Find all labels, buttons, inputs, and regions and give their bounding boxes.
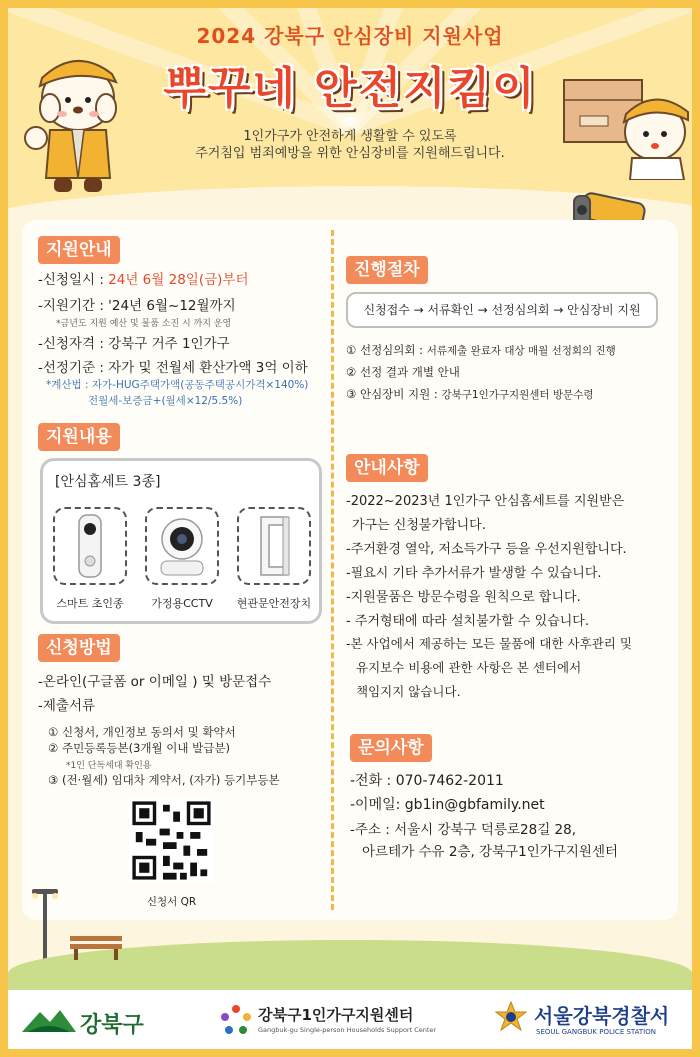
procedure-step-1 xyxy=(346,342,616,358)
section-title-contact: 문의사항 xyxy=(350,734,432,762)
home-cctv-icon xyxy=(147,509,217,583)
cctv-item xyxy=(145,507,219,585)
notice-line-8: 유지보수 비용에 관한 사항은 본 센터에서 xyxy=(356,660,582,675)
poster-subtitle: 2024 강북구 안심장비 지원사업 xyxy=(196,24,504,48)
contact-address-2: 아르테가 수유 2층, 강북구1인가구지원센터 xyxy=(362,844,619,860)
calc-note-1: *계산법 : 자가-HUG주택가액(공동주택공시가격×140%) xyxy=(46,379,309,391)
intro-line-1: 1인가구가 안전하게 생활할 수 있도록 xyxy=(243,129,457,144)
section-title-notice: 안내사항 xyxy=(346,454,428,482)
item-label-cctv: 가정용CCTV xyxy=(151,597,213,610)
door-guard-icon xyxy=(239,509,309,583)
mascot-dog-icon xyxy=(20,38,130,203)
eligibility: -신청자격 : 강북구 거주 1인가구 xyxy=(38,336,230,352)
home-set-title: [안심홈세트 3종] xyxy=(55,474,161,490)
doc-1: ① 신청서, 개인정보 동의서 및 확약서 xyxy=(48,725,236,739)
qr-label: 신청서 QR xyxy=(146,896,197,908)
doc-3: ③ (전·월세) 임대차 계약서, (자가) 등기부등본 xyxy=(48,773,280,787)
footer-logos xyxy=(8,990,692,1049)
contact-address-1: -주소 : 서울시 강북구 덕릉로28길 28, xyxy=(350,822,577,838)
apply-date xyxy=(38,268,248,288)
column-divider xyxy=(331,230,334,910)
logo-gangbuk: 강북구 xyxy=(80,1013,144,1038)
section-title-procedure: 진행절차 xyxy=(346,256,428,284)
doc-2-note: *1인 단독세대 확인용 xyxy=(66,761,152,771)
gangbuk-mountain-icon xyxy=(20,1006,78,1036)
selection-criteria: -선정기준 : 자가 및 전월세 환산가액 3억 이하 xyxy=(38,360,308,376)
item-label-door-guard: 현관문안전장치 xyxy=(236,597,312,610)
notice-line-1: -2022~2023년 1인가구 안심홈세트를 지원받은 xyxy=(346,494,625,509)
notice-line-6: - 주거형태에 따라 설치불가할 수 있습니다. xyxy=(346,614,589,629)
notice-line-9: 책임지지 않습니다. xyxy=(356,684,461,699)
step-1-text: 서류제출 완료자 대상 매월 선정회의 진행 xyxy=(426,345,616,357)
submit-docs: -제출서류 xyxy=(38,698,96,714)
logo-support-center: 강북구1인가구지원센터 xyxy=(258,1006,414,1024)
home-set-box xyxy=(40,458,322,624)
item-label-doorbell: 스마트 초인종 xyxy=(56,597,124,610)
step-1-label: ① 선정심의회 : xyxy=(346,343,427,357)
logo-support-center-sub: Gangbuk-gu Single-person Households Support Center xyxy=(258,1026,437,1034)
apply-date-value: 24년 6월 28일(금)부터 xyxy=(108,272,249,288)
step-3-label: ③ 안심장비 지원 : xyxy=(346,387,442,401)
support-period: -지원기간 : '24년 6월~12월까지 xyxy=(38,298,236,314)
section-title-support-content: 지원내용 xyxy=(38,423,120,451)
contact-phone: -전화 : 070-7462-2011 xyxy=(350,773,504,789)
procedure-step-3 xyxy=(346,386,594,402)
doc-2: ② 주민등록등본(3개월 이내 발급분) xyxy=(48,741,230,755)
intro-line-2: 주거침입 범죄예방을 위한 안심장비를 지원해드립니다. xyxy=(195,146,505,161)
section-title-support-guide: 지원안내 xyxy=(38,236,120,264)
logo-police: 서울강북경찰서 xyxy=(534,1004,670,1028)
contact-email[interactable]: -이메일: gb1in@gbfamily.net xyxy=(350,797,545,813)
section-title-how-to-apply: 신청방법 xyxy=(38,634,120,662)
notice-line-5: -지원물품은 방문수령을 원칙으로 합니다. xyxy=(346,590,581,605)
logo-police-sub: SEOUL GANGBUK POLICE STATION xyxy=(536,1028,656,1036)
notice-line-4: -필요시 기타 추가서류가 발생할 수 있습니다. xyxy=(346,566,602,581)
street-lamp-icon xyxy=(30,885,60,965)
doorbell-item xyxy=(53,507,127,585)
step-3-text: 강북구1인가구지원센터 방문수령 xyxy=(441,389,594,401)
notice-line-7: -본 사업에서 제공하는 모든 물품에 대한 사후관리 및 xyxy=(346,636,632,651)
notice-line-3: -주거환경 열악, 저소득가구 등을 우선지원합니다. xyxy=(346,542,627,557)
smart-doorbell-icon xyxy=(55,509,125,583)
calc-note-2: 전월세-보증금+(월세×12/5.5%) xyxy=(88,395,243,407)
support-center-logo-icon xyxy=(220,1004,252,1036)
procedure-step-2: ② 선정 결과 개별 안내 xyxy=(346,365,460,379)
qr-code-icon[interactable] xyxy=(129,798,214,883)
door-guard-item xyxy=(237,507,311,585)
apply-online: -온라인(구글폼 or 이메일 ) 및 방문접수 xyxy=(38,674,272,690)
police-emblem-icon xyxy=(492,1000,530,1038)
bench-icon xyxy=(68,932,124,960)
notice-line-2: 가구는 신청불가합니다. xyxy=(352,518,486,533)
poster-title: 뿌꾸네 안전지킴이 xyxy=(163,63,537,114)
mascot-box-icon xyxy=(560,70,695,180)
period-note: *금년도 지원 예산 및 물품 소진 시 까지 운영 xyxy=(56,319,232,329)
procedure-flow: 신청접수 → 서류확인 → 선정심의회 → 안심장비 지원 xyxy=(346,292,658,328)
apply-date-label: -신청일시 : xyxy=(38,272,109,288)
